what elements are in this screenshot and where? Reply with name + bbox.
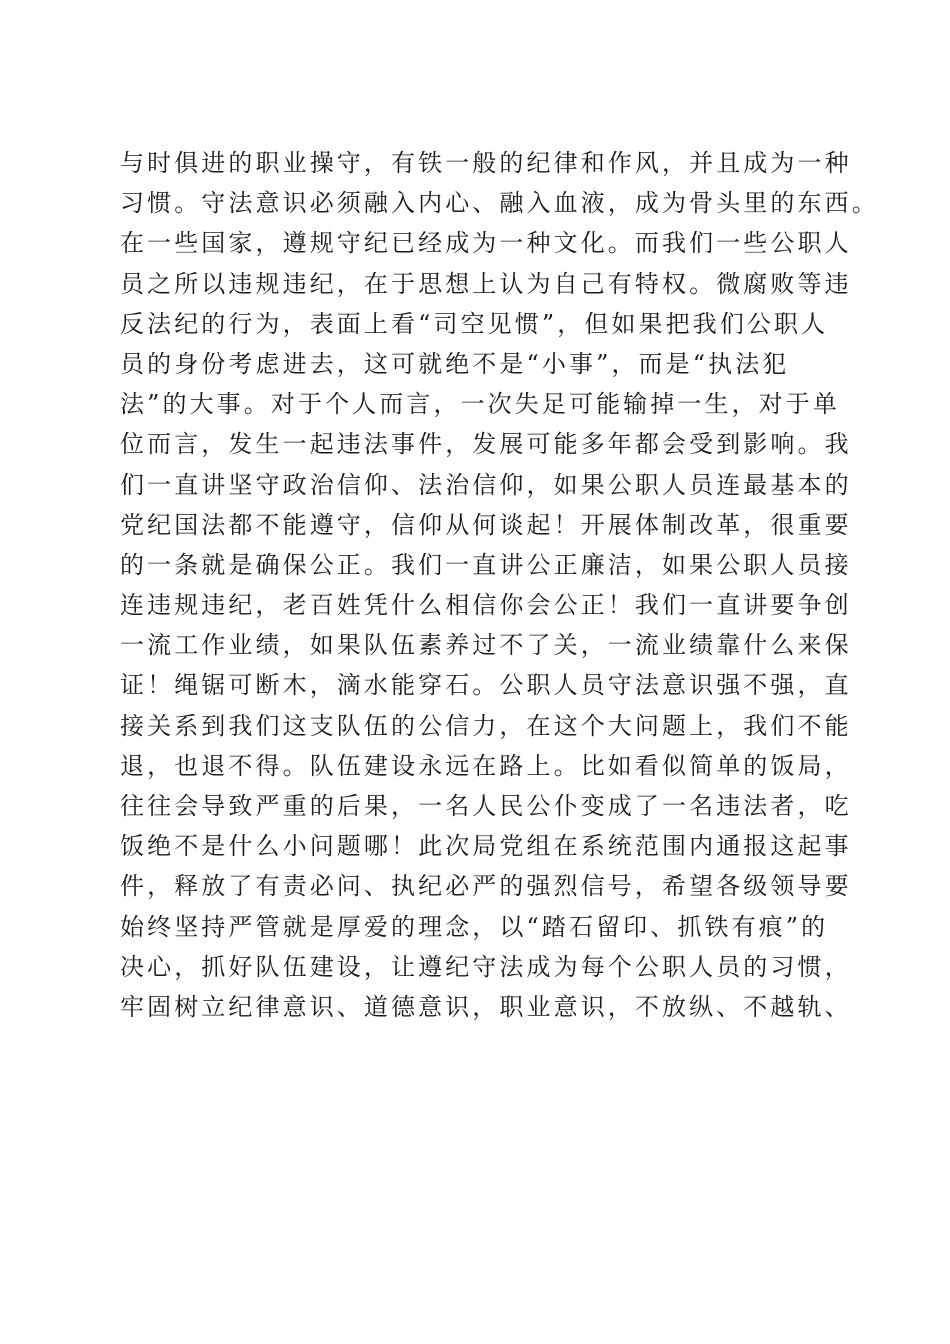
text-line: 饭绝不是什么小问题哪！此次局党组在系统范围内通报这起事 [120,832,852,861]
text-line: 位而言，发生一起违法事件，发展可能多年都会受到影响。我 [120,430,852,459]
text-line: 员之所以违规违纪，在于思想上认为自己有特权。微腐败等违 [120,269,852,298]
text-line: 件，释放了有责必问、执纪必严的强烈信号，希望各级领导要 [120,872,852,901]
text-line: 往往会导致严重的后果，一名人民公仆变成了一名违法者，吃 [120,792,852,820]
text-line: 在一些国家，遵规守纪已经成为一种文化。而我们一些公职人 [120,229,852,258]
text-line: 证！绳锯可断木，滴水能穿石。公职人员守法意识强不强，直 [120,671,852,700]
text-line: 法”的大事。对于个人而言，一次失足可能输掉一生，对于单 [120,390,840,419]
text-line: 接关系到我们这支队伍的公信力，在这个大问题上，我们不能 [120,711,852,740]
text-line: 连违规违纪，老百姓凭什么相信你会公正！我们一直讲要争创 [120,591,852,620]
text-line: 退，也退不得。队伍建设永远在路上。比如看似简单的饭局， [120,751,852,780]
text-line: 们一直讲坚守政治信仰、法治信仰，如果公职人员连最基本的 [120,470,852,499]
text-line: 反法纪的行为，表面上看“司空见惯”，但如果把我们公职人 [120,309,829,338]
text-line: 始终坚持严管就是厚爱的理念，以“踏石留印、抓铁有痕”的 [120,912,829,941]
body-paragraph [120,143,879,1027]
text-line: 一流工作业绩，如果队伍素养过不了关，一流业绩靠什么来保 [120,631,852,660]
text-line: 与时俱进的职业操守，有铁一般的纪律和作风，并且成为一种 [120,149,852,177]
text-line: 的一条就是确保公正。我们一直讲公正廉洁，如果公职人员接 [120,550,852,579]
text-line: 牢固树立纪律意识、道德意识，职业意识，不放纵、不越轨、 [120,992,852,1021]
text-line: 员的身份考虑进去，这可就绝不是“小事”，而是“执法犯 [120,349,790,378]
text-line: 决心，抓好队伍建设，让遵纪守法成为每个公职人员的习惯， [120,952,852,981]
text-line: 习惯。守法意识必须融入内心、融入血液，成为骨头里的东西。 [120,189,879,218]
text-line: 党纪国法都不能遵守，信仰从何谈起！开展体制改革，很重要 [120,510,852,539]
